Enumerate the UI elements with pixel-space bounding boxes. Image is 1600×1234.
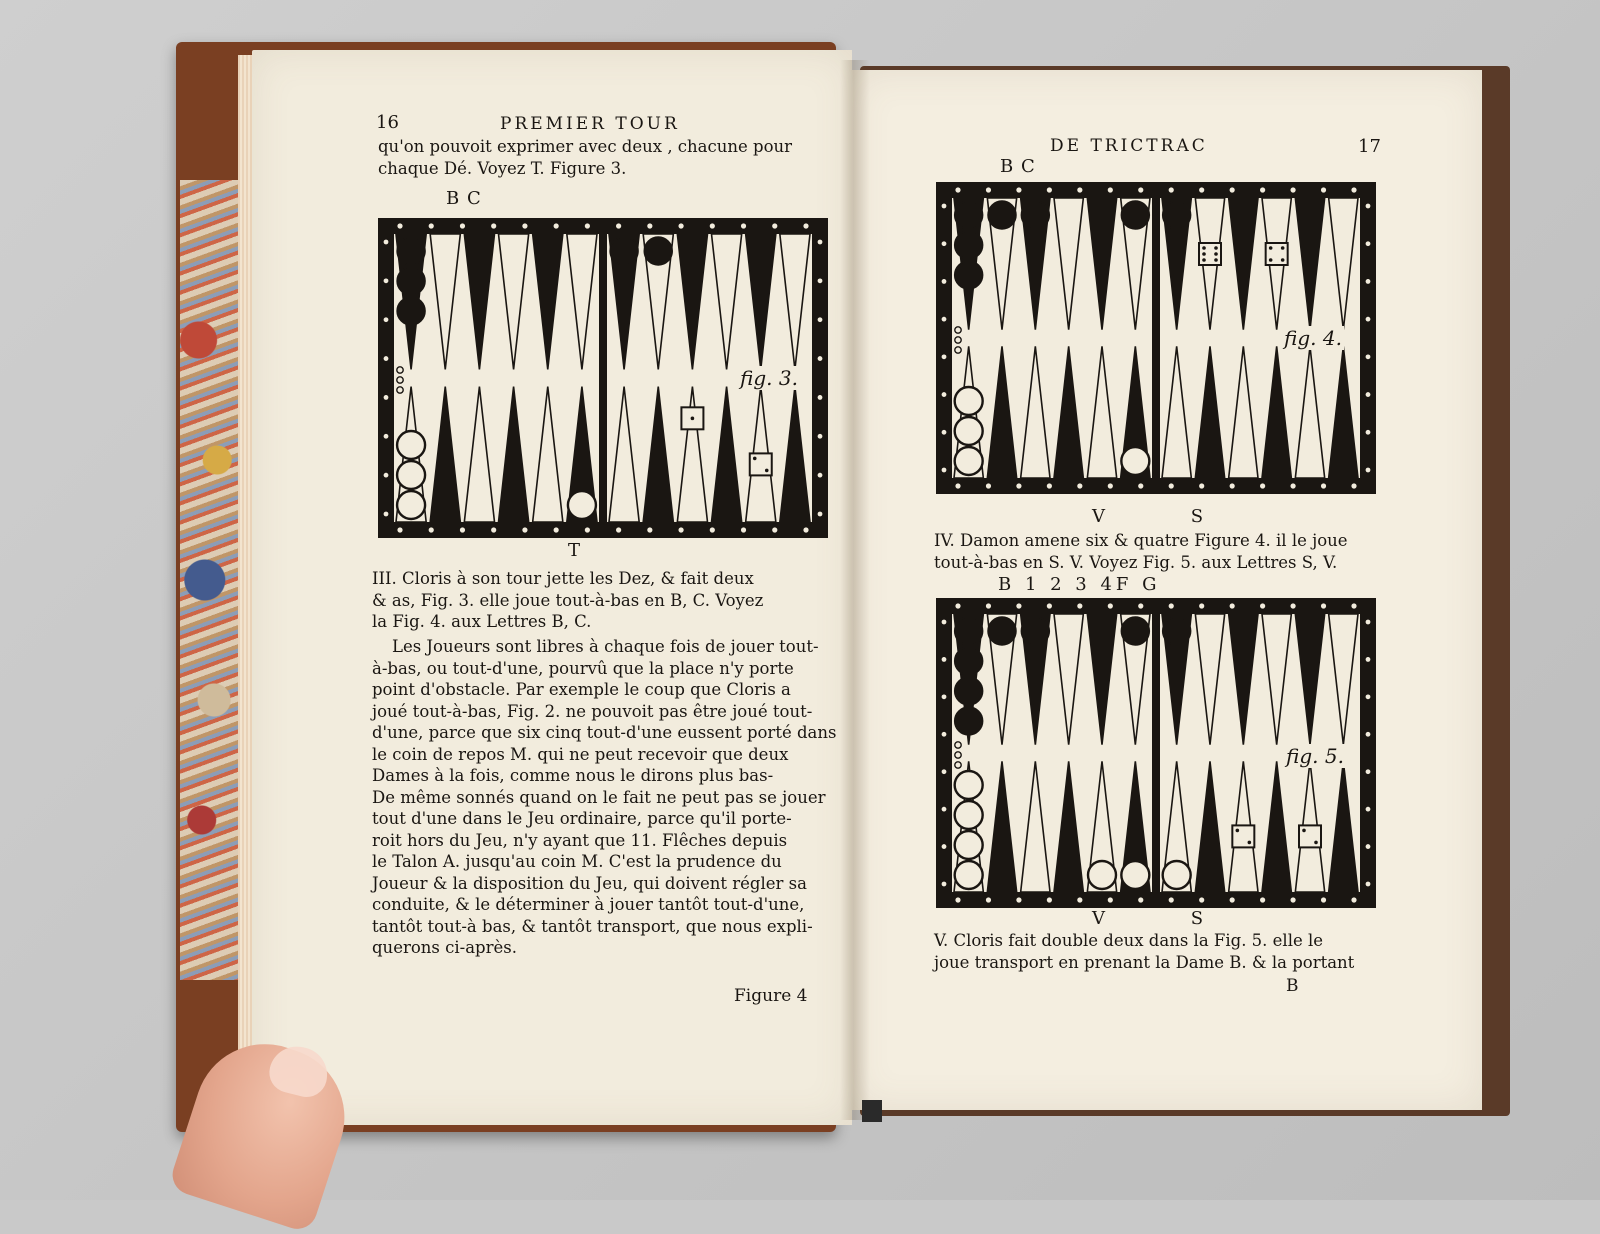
frame-hole (818, 240, 823, 245)
text-line: Joueur & la disposition du Jeu, qui doivent régler sa (372, 873, 807, 893)
frame-hole (384, 473, 389, 478)
die-pip (1214, 252, 1218, 256)
frame-hole (585, 527, 590, 532)
frame-hole (942, 468, 947, 473)
book-gutter (840, 60, 870, 1120)
text-line: le coin de repos M. qui ne peut recevoir que deux (372, 744, 789, 764)
frame-hole (384, 278, 389, 283)
frame-hole (1199, 603, 1204, 608)
checker-white (955, 771, 983, 799)
frame-hole (384, 434, 389, 439)
ribbon-marker (862, 1100, 882, 1122)
marker-token (397, 367, 403, 373)
paragraph-iii (372, 568, 832, 633)
frame-hole (1366, 204, 1371, 209)
frame-hole (942, 392, 947, 397)
text-line: III. Cloris à son tour jette les Dez, & fait deux (372, 569, 754, 588)
die-pip (765, 469, 769, 473)
frame-hole (1138, 897, 1143, 902)
text-line: à-bas, ou tout-d'une, pourvû que la place n'y porte (372, 658, 794, 678)
frame-hole (1366, 468, 1371, 473)
checker-black (955, 707, 983, 735)
board-bar (599, 234, 607, 522)
left-intro-text (378, 136, 828, 179)
text-line: tantôt tout-à bas, & tantôt transport, que nous expli- (372, 916, 813, 936)
fig3-caption: fig. 3. (740, 366, 798, 390)
text-line: roit hors du Jeu, n'y ayant que 11. Flêches depuis (372, 830, 788, 850)
frame-hole (942, 317, 947, 322)
die-pip (1314, 841, 1318, 845)
text-line: & as, Fig. 3. elle joue tout-à-bas en B, C. Voyez (372, 590, 764, 610)
text-line: tout-à-bas en S. V. Voyez Fig. 5. aux Lettres S, V. (934, 552, 1338, 572)
frame-hole (1366, 279, 1371, 284)
checker-black (644, 237, 672, 265)
die-pip (1214, 246, 1218, 250)
frame-hole (1366, 807, 1371, 812)
frame-hole (397, 527, 402, 532)
frame-hole (803, 223, 808, 228)
die-pip (1269, 258, 1273, 262)
frame-hole (1016, 483, 1021, 488)
checker-white (955, 861, 983, 889)
checker-white (955, 387, 983, 415)
frame-hole (1199, 187, 1204, 192)
frame-hole (554, 223, 559, 228)
paragraph-v (934, 930, 1380, 973)
checker-black (955, 617, 983, 645)
frame-hole (986, 603, 991, 608)
marbled-endpaper (180, 180, 242, 980)
checker-black (397, 267, 425, 295)
fig4-top-letters: B C (1000, 156, 1036, 177)
frame-hole (942, 430, 947, 435)
frame-hole (491, 527, 496, 532)
checker-black (955, 647, 983, 675)
frame-hole (1108, 483, 1113, 488)
frame-hole (955, 897, 960, 902)
fig4-caption: fig. 4. (1284, 326, 1342, 350)
frame-hole (1351, 483, 1356, 488)
right-catchword: B (1286, 976, 1299, 996)
frame-hole (942, 732, 947, 737)
frame-hole (678, 223, 683, 228)
frame-hole (942, 354, 947, 359)
frame-hole (384, 356, 389, 361)
frame-hole (1366, 732, 1371, 737)
text-line: joue transport en prenant la Dame B. & la portant (934, 952, 1355, 972)
frame-hole (1230, 897, 1235, 902)
frame-hole (1138, 483, 1143, 488)
checker-white (397, 461, 425, 489)
frame-hole (942, 279, 947, 284)
frame-hole (986, 897, 991, 902)
frame-hole (1169, 603, 1174, 608)
die-pip (1248, 841, 1252, 845)
frame-hole (384, 240, 389, 245)
fig5-caption: fig. 5. (1286, 744, 1344, 768)
checker-white (955, 447, 983, 475)
checker-black (1121, 201, 1149, 229)
die-pip (753, 457, 757, 461)
paragraph-joueurs (372, 636, 837, 959)
text-line: V. Cloris fait double deux dans la Fig. 5. elle le (934, 931, 1324, 950)
board-bar (1152, 614, 1160, 892)
frame-hole (1047, 187, 1052, 192)
frame-hole (772, 527, 777, 532)
frame-hole (1230, 603, 1235, 608)
frame-hole (942, 657, 947, 662)
checker-white (568, 491, 596, 519)
frame-hole (384, 317, 389, 322)
checker-black (610, 237, 638, 265)
text-line: la Fig. 4. aux Lettres B, C. (372, 612, 592, 631)
frame-hole (460, 223, 465, 228)
text-line: chaque Dé. Voyez T. Figure 3. (378, 158, 627, 178)
frame-hole (1260, 897, 1265, 902)
frame-hole (1077, 187, 1082, 192)
board-bar (1152, 198, 1160, 478)
die-pip (1202, 258, 1206, 262)
frame-hole (818, 317, 823, 322)
fig5-top-letters: B 1 2 3 4F G (998, 574, 1161, 595)
checker-black (397, 237, 425, 265)
fig4-bottom-letters: V S (1092, 506, 1244, 527)
frame-hole (986, 483, 991, 488)
frame-hole (647, 223, 652, 228)
frame-hole (955, 483, 960, 488)
frame-hole (1016, 187, 1021, 192)
frame-hole (1108, 603, 1113, 608)
frame-hole (803, 527, 808, 532)
frame-hole (1077, 603, 1082, 608)
frame-hole (1108, 187, 1113, 192)
frame-hole (1230, 483, 1235, 488)
frame-hole (384, 512, 389, 517)
frame-hole (522, 223, 527, 228)
frame-hole (818, 473, 823, 478)
frame-hole (1321, 897, 1326, 902)
frame-hole (522, 527, 527, 532)
frame-hole (647, 527, 652, 532)
frame-hole (1077, 897, 1082, 902)
text-line: d'une, parce que six cinq tout-d'une eussent porté dans (372, 723, 837, 742)
frame-hole (1366, 844, 1371, 849)
frame-hole (1260, 603, 1265, 608)
frame-hole (1351, 897, 1356, 902)
checker-white (955, 801, 983, 829)
marker-token (955, 762, 961, 768)
checker-white (1121, 447, 1149, 475)
frame-hole (1351, 603, 1356, 608)
checker-black (1021, 617, 1049, 645)
frame-hole (942, 694, 947, 699)
frame-hole (1321, 603, 1326, 608)
frame-hole (1169, 483, 1174, 488)
frame-hole (1260, 483, 1265, 488)
checker-white (955, 417, 983, 445)
checker-black (1021, 201, 1049, 229)
die-pip (1281, 258, 1285, 262)
frame-hole (1138, 603, 1143, 608)
frame-hole (1321, 483, 1326, 488)
checker-black (988, 617, 1016, 645)
fig3-top-letters: B C (446, 188, 482, 209)
die-pip (1281, 246, 1285, 250)
frame-hole (772, 223, 777, 228)
checker-black (1163, 617, 1191, 645)
die-pip (1202, 252, 1206, 256)
frame-hole (1366, 657, 1371, 662)
frame-hole (554, 527, 559, 532)
checker-black (955, 677, 983, 705)
checker-white (397, 431, 425, 459)
text-line: De même sonnés quand on le fait ne peut pas se jouer (372, 787, 826, 807)
die (1266, 243, 1288, 265)
frame-hole (1199, 483, 1204, 488)
checker-black (955, 261, 983, 289)
text-line: Dames à la fois, comme nous le dirons plus bas- (372, 766, 774, 785)
frame-hole (1366, 769, 1371, 774)
die-pip (691, 417, 695, 421)
checker-black (955, 231, 983, 259)
frame-hole (942, 620, 947, 625)
frame-hole (1199, 897, 1204, 902)
frame-hole (955, 187, 960, 192)
left-catchword: Figure 4 (734, 986, 808, 1006)
checker-black (397, 297, 425, 325)
frame-hole (678, 527, 683, 532)
frame-hole (741, 223, 746, 228)
right-running-head: DE TRICTRAC (1050, 136, 1208, 156)
frame-hole (1321, 187, 1326, 192)
text-line: joué tout-à-bas, Fig. 2. ne pouvoit pas être joué tout- (372, 701, 813, 721)
frame-hole (942, 882, 947, 887)
frame-hole (1366, 882, 1371, 887)
frame-hole (818, 395, 823, 400)
die-pip (1236, 829, 1240, 833)
text-line: Les Joueurs sont libres à chaque fois de jouer tout- (392, 637, 819, 656)
marker-token (397, 387, 403, 393)
frame-hole (942, 241, 947, 246)
frame-hole (710, 527, 715, 532)
fig3-bottom-letter: T (568, 540, 582, 561)
frame-hole (1138, 187, 1143, 192)
die-pip (1202, 246, 1206, 250)
frame-hole (1366, 620, 1371, 625)
frame-hole (710, 223, 715, 228)
die-pip (1214, 258, 1218, 262)
marker-token (955, 347, 961, 353)
die (1232, 825, 1254, 847)
marker-token (955, 752, 961, 758)
checker-white (1088, 861, 1116, 889)
frame-hole (1230, 187, 1235, 192)
frame-hole (818, 512, 823, 517)
frame-hole (942, 844, 947, 849)
frame-hole (1260, 187, 1265, 192)
frame-hole (1366, 430, 1371, 435)
checker-black (1121, 617, 1149, 645)
marker-token (955, 327, 961, 333)
frame-hole (818, 356, 823, 361)
frame-hole (585, 223, 590, 228)
frame-hole (1290, 483, 1295, 488)
marker-token (955, 742, 961, 748)
frame-hole (818, 434, 823, 439)
checker-white (397, 491, 425, 519)
frame-hole (460, 527, 465, 532)
frame-hole (1169, 187, 1174, 192)
frame-hole (491, 223, 496, 228)
paragraph-iv (934, 530, 1380, 573)
left-running-head: PREMIER TOUR (500, 114, 680, 134)
frame-hole (1290, 187, 1295, 192)
frame-hole (1016, 603, 1021, 608)
text-line: IV. Damon amene six & quatre Figure 4. il le joue (934, 531, 1348, 550)
checker-white (1163, 861, 1191, 889)
frame-hole (1047, 897, 1052, 902)
checker-black (1163, 201, 1191, 229)
die-pip (1269, 246, 1273, 250)
checker-black (955, 201, 983, 229)
text-line: qu'on pouvoit exprimer avec deux , chacune pour (378, 137, 793, 156)
frame-hole (429, 527, 434, 532)
frame-hole (384, 395, 389, 400)
checker-black (988, 201, 1016, 229)
frame-hole (1351, 187, 1356, 192)
frame-hole (942, 807, 947, 812)
frame-hole (1290, 897, 1295, 902)
frame-hole (955, 603, 960, 608)
text-line: point d'obstacle. Par exemple le coup que Cloris a (372, 680, 791, 699)
frame-hole (1366, 317, 1371, 322)
frame-hole (429, 223, 434, 228)
marker-token (955, 337, 961, 343)
text-line: conduite, & le déterminer à jouer tantôt tout-d'une, (372, 895, 805, 914)
frame-hole (986, 187, 991, 192)
frame-hole (942, 204, 947, 209)
frame-hole (616, 223, 621, 228)
fig5-bottom-letters: V S (1092, 908, 1244, 929)
frame-hole (1108, 897, 1113, 902)
frame-hole (818, 278, 823, 283)
frame-hole (616, 527, 621, 532)
die (1299, 825, 1321, 847)
frame-hole (741, 527, 746, 532)
frame-hole (942, 769, 947, 774)
right-page-number: 17 (1358, 136, 1381, 157)
frame-hole (1169, 897, 1174, 902)
frame-hole (1016, 897, 1021, 902)
frame-hole (1077, 483, 1082, 488)
frame-hole (1290, 603, 1295, 608)
frame-hole (1047, 483, 1052, 488)
frame-hole (1047, 603, 1052, 608)
frame-hole (397, 223, 402, 228)
frame-hole (1366, 241, 1371, 246)
die-pip (1302, 829, 1306, 833)
frame-hole (1366, 392, 1371, 397)
text-line: querons ci-après. (372, 938, 517, 957)
frame-hole (1366, 354, 1371, 359)
die (750, 453, 772, 475)
checker-white (955, 831, 983, 859)
text-line: le Talon A. jusqu'au coin M. C'est la prudence du (372, 852, 782, 871)
frame-hole (1366, 694, 1371, 699)
marker-token (397, 377, 403, 383)
checker-white (1121, 861, 1149, 889)
text-line: tout d'une dans le Jeu ordinaire, parce qu'il porte- (372, 809, 792, 828)
left-page-number: 16 (376, 112, 399, 133)
